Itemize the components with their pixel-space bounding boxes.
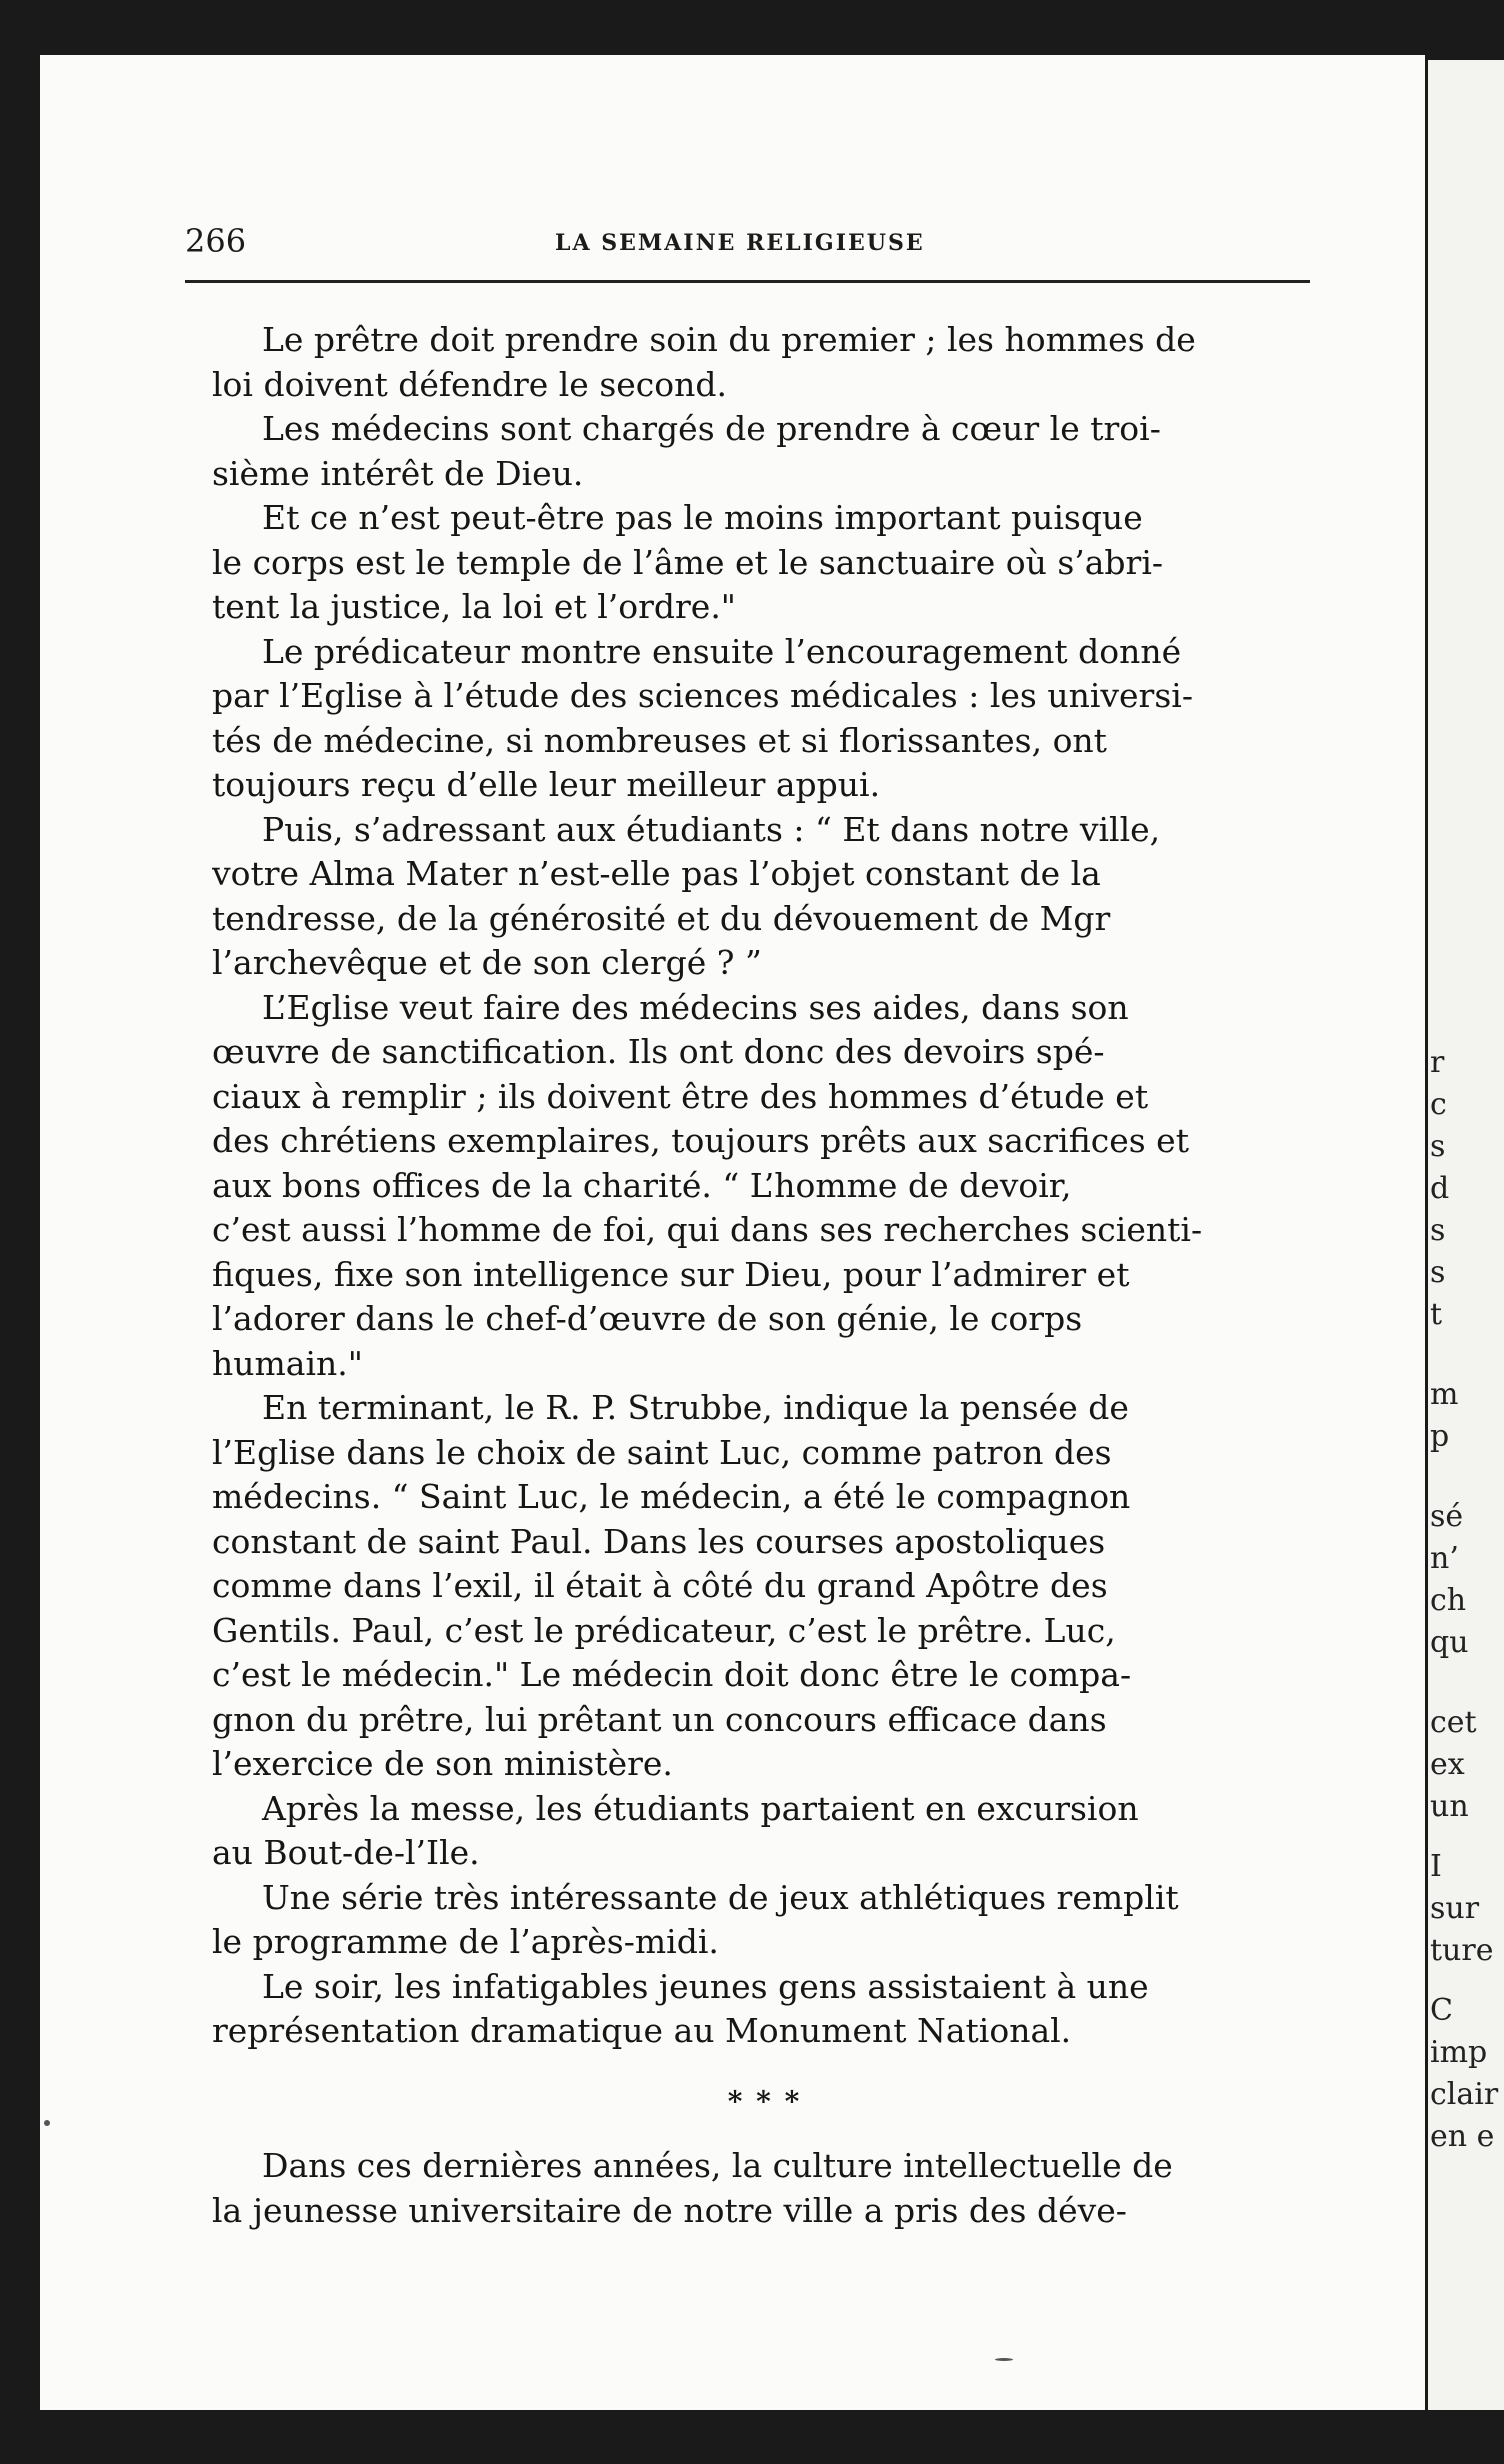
facing-page-fragment: ture <box>1430 1933 1494 1968</box>
running-title: LA SEMAINE RELIGIEUSE <box>555 230 925 256</box>
facing-page-fragment: sur <box>1430 1891 1480 1926</box>
header-rule <box>185 280 1310 283</box>
facing-page-fragment: sé <box>1430 1499 1464 1534</box>
article-body <box>212 318 1317 2233</box>
text-line: l’Eglise dans le choix de saint Luc, comme patron des <box>212 1432 1112 1472</box>
text-line: Le prédicateur montre ensuite l’encouragement donné <box>262 631 1182 671</box>
text-line: le programme de l’après-midi. <box>212 1922 719 1961</box>
facing-page-fragment: n’ <box>1430 1541 1459 1576</box>
section-separator: * * * <box>727 2084 802 2118</box>
text-line: l’exercice de son ministère. <box>212 1744 673 1783</box>
text-line: l’adorer dans le chef-d’œuvre de son génie, le corps <box>212 1299 1083 1338</box>
text-line: l’archevêque et de son clergé ? ” <box>212 943 762 982</box>
facing-page-fragment: un <box>1430 1789 1469 1824</box>
facing-page-fragment: c <box>1430 1087 1447 1122</box>
text-line: au Bout-de-l’Ile. <box>212 1833 480 1872</box>
text-line: tendresse, de la générosité et du dévouement de Mgr <box>212 898 1111 938</box>
facing-page-fragment: s <box>1430 1255 1446 1290</box>
facing-page-edge <box>1428 60 1504 2410</box>
text-line: Après la messe, les étudiants partaient en excursion <box>262 1788 1139 1828</box>
facing-page-fragment: ch <box>1430 1583 1467 1618</box>
text-line: tent la justice, la loi et l’ordre." <box>212 587 736 626</box>
text-line: Puis, s’adressant aux étudiants : “ Et dans notre ville, <box>262 809 1161 849</box>
text-line: gnon du prêtre, lui prêtant un concours efficace dans <box>212 1699 1107 1739</box>
facing-page-fragment: t <box>1430 1297 1443 1332</box>
facing-page-fragment: ex <box>1430 1747 1465 1782</box>
text-line: toujours reçu d’elle leur meilleur appui. <box>212 765 881 804</box>
text-line: votre Alma Mater n’est-elle pas l’objet constant de la <box>212 854 1101 893</box>
text-line: sième intérêt de Dieu. <box>212 453 584 493</box>
text-line: loi doivent défendre le second. <box>212 364 728 404</box>
text-line: comme dans l’exil, il était à côté du grand Apôtre des <box>212 1566 1108 1605</box>
text-line: aux bons offices de la charité. “ L’homme de devoir, <box>212 1165 1072 1205</box>
text-line: Les médecins sont chargés de prendre à cœur le troi- <box>262 409 1161 448</box>
facing-page-fragment: clair <box>1430 2077 1499 2112</box>
text-line: fiques, fixe son intelligence sur Dieu, pour l’admirer et <box>212 1254 1130 1294</box>
facing-page-fragment: imp <box>1430 2035 1488 2070</box>
text-line: ciaux à remplir ; ils doivent être des hommes d’étude et <box>212 1076 1149 1116</box>
text-line: Une série très intéressante de jeux athlétiques remplit <box>262 1877 1179 1917</box>
text-line: Le soir, les infatigables jeunes gens assistaient à une <box>262 1966 1149 2006</box>
facing-page-fragment: s <box>1430 1213 1446 1248</box>
text-line: le corps est le temple de l’âme et le sanctuaire où s’abri- <box>212 542 1164 582</box>
facing-page-fragment: r <box>1430 1045 1445 1080</box>
print-speck <box>44 2120 50 2126</box>
print-speck <box>995 2358 1013 2361</box>
text-line: tés de médecine, si nombreuses et si florissantes, ont <box>212 720 1107 760</box>
text-line: par l’Eglise à l’étude des sciences médicales : les universi- <box>212 676 1193 715</box>
text-line: médecins. “ Saint Luc, le médecin, a été le compagnon <box>212 1477 1131 1516</box>
facing-page-fragment: cet <box>1430 1705 1477 1740</box>
text-line: des chrétiens exemplaires, toujours prêts aux sacrifices et <box>212 1121 1189 1160</box>
facing-page-fragment: p <box>1430 1419 1450 1454</box>
facing-page-fragment: en e <box>1430 2119 1495 2154</box>
text-line: En terminant, le R. P. Strubbe, indique la pensée de <box>262 1388 1129 1427</box>
text-line: œuvre de sanctification. Ils ont donc des devoirs spé- <box>212 1032 1105 1071</box>
text-line: représentation dramatique au Monument National. <box>212 2011 1072 2050</box>
text-line: Et ce n’est peut-être pas le moins important puisque <box>262 498 1143 537</box>
text-line: Dans ces dernières années, la culture intellectuelle de <box>262 2146 1173 2185</box>
main-text <box>212 318 1317 2054</box>
text-line: constant de saint Paul. Dans les courses apostoliques <box>212 1521 1106 1561</box>
facing-page-fragment: m <box>1430 1377 1459 1412</box>
page-header <box>185 222 1310 262</box>
text-line: humain." <box>212 1343 363 1383</box>
facing-page-fragment: s <box>1430 1129 1446 1164</box>
text-line: L’Eglise veut faire des médecins ses aides, dans son <box>262 987 1129 1027</box>
text-line: Le prêtre doit prendre soin du premier ; les hommes de <box>262 320 1196 359</box>
facing-page-fragment: d <box>1430 1171 1450 1206</box>
facing-page-fragment: qu <box>1430 1625 1469 1660</box>
text-line: la jeunesse universitaire de notre ville a pris des déve- <box>212 2190 1127 2230</box>
page-number: 266 <box>185 222 247 260</box>
final-text <box>212 2144 1317 2233</box>
text-line: c’est le médecin." Le médecin doit donc être le compa- <box>212 1655 1132 1694</box>
facing-page-fragment: C <box>1430 1993 1453 2028</box>
facing-page-fragment: I <box>1430 1849 1442 1884</box>
text-line: Gentils. Paul, c’est le prédicateur, c’est le prêtre. Luc, <box>212 1610 1116 1650</box>
text-line: c’est aussi l’homme de foi, qui dans ses recherches scienti- <box>212 1210 1203 1249</box>
